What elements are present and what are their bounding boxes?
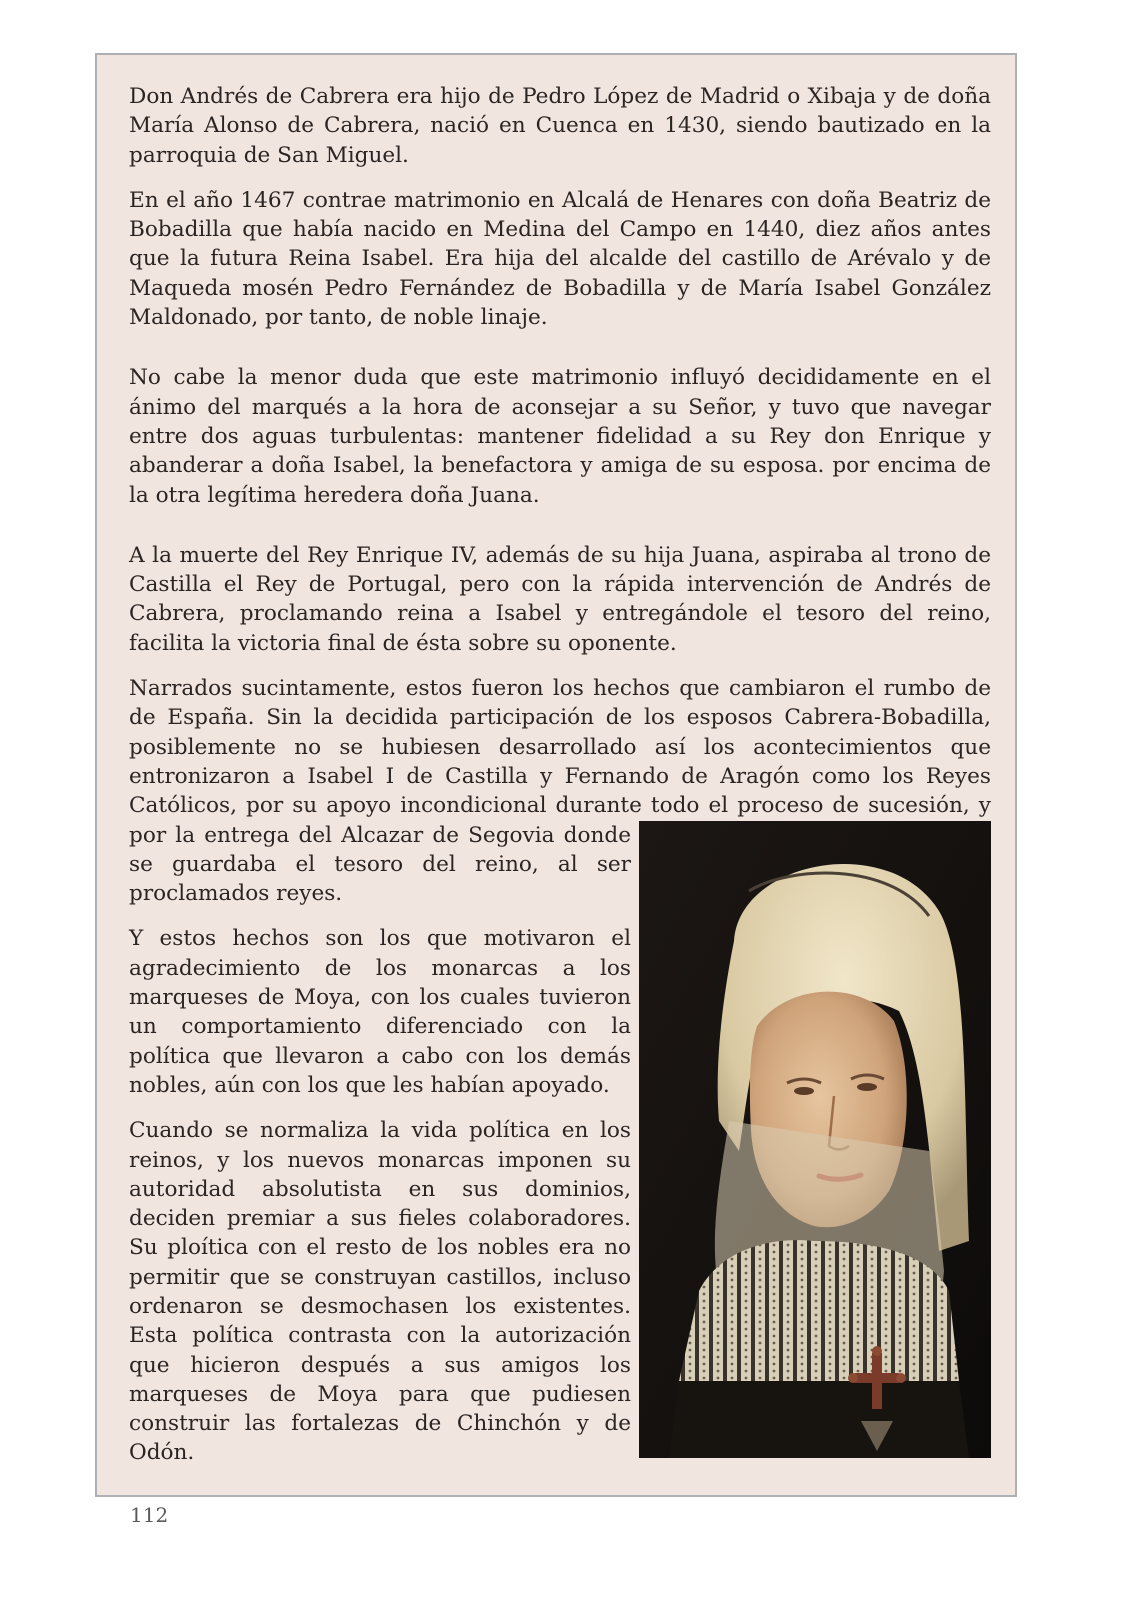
paragraph-text-continued: Segovia donde se guardaba el tesoro del reino, al ser proclamados reyes. — [129, 822, 631, 907]
paragraph-text: Narrados sucintamente, estos fueron los hechos que cambiaron el rumbo de de España. Sin la decidida participación de los esposos Cabrera-Bobadilla, posiblemente no se hubiesen desarrollado así los acontecimientos que entronizaron a Isabel I de Castilla y Fernando de Aragón como los Reyes Católicos, por su apoyo incondicional durante todo el proceso de sucesión, y por la entrega del Alcazar de — [129, 676, 991, 848]
paragraph: Y estos hechos son los que motivaron el agradecimiento de los monarcas a los marqueses de Moya, con los cuales tuvieron un comportamiento diferenciado con la política que llevaron a cabo con los demás nobles, aún con los que les habían apoyado. — [129, 926, 631, 1098]
portrait-image — [639, 821, 991, 1458]
paragraph-lead — [129, 674, 991, 908]
paragraph: Cuando se normaliza la vida política en los reinos, y los nuevos monarcas imponen su autoridad absolutista en sus dominios, deciden premiar a sus fieles colaboradores. Su ploítica con el resto de los nobles era no permitir que se construyan castillos, incluso ordenaron se desmochasen los existentes. Esta política contrasta con la autorización que hicieron después a sus amigos los marqueses de Moya para que pudiesen construir las fortalezas de Chinchón y de Odón. — [129, 1118, 631, 1466]
body-text — [129, 82, 991, 1468]
paragraph: En el año 1467 contrae matrimonio en Alcalá de Henares con doña Beatriz de Bobadilla que había nacido en Medina del Campo en 1440, diez años antes que la futura Reina Isabel. Era hija del alcalde del castillo de Arévalo y de Maqueda mosén Pedro Fernández de Bobadilla y de María Isabel González Maldonado, por tanto, de noble linaje. — [129, 187, 991, 331]
paragraph: No cabe la menor duda que este matrimonio influyó decididamente en el ánimo del marqués a la hora de aconsejar a su Señor, y tuvo que navegar entre dos aguas turbulentas: mantener fidelidad a su Rey don Enrique y abanderar a doña Isabel, la benefactora y amiga de su esposa. por encima de la otra legítima heredera doña Juana. — [129, 365, 991, 508]
paragraph: Don Andrés de Cabrera era hijo de Pedro López de Madrid o Xibaja y de doña María Alonso de Cabrera, nació en Cuenca en 1430, siendo bautizado en la parroquia de San Miguel. — [129, 84, 991, 168]
paragraph: A la muerte del Rey Enrique IV, además de su hija Juana, aspiraba al trono de Castilla el Rey de Portugal, pero con la rápida intervención de Andrés de Cabrera, proclamando reina a Isabel y entregándole el tesoro del reino, facilita la victoria final de ésta sobre su oponente. — [129, 542, 991, 656]
page-number: 112 — [130, 1503, 169, 1527]
text-frame — [95, 53, 1017, 1497]
